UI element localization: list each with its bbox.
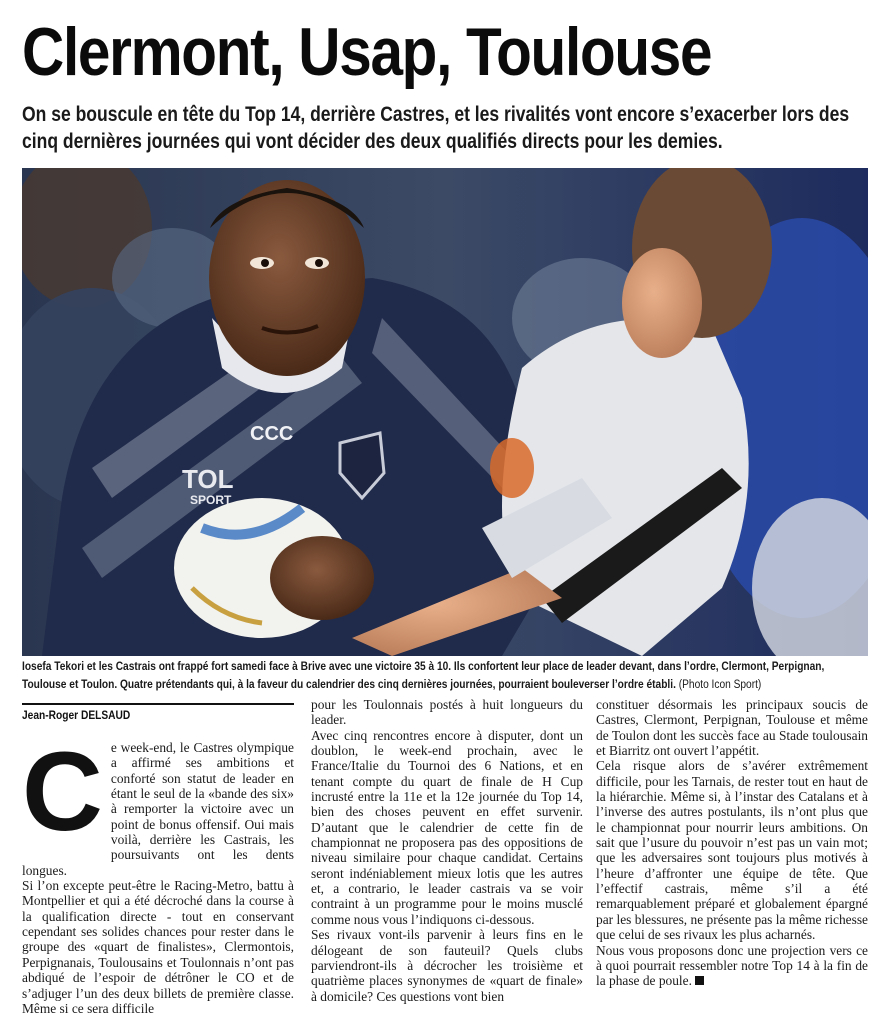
- paragraph: Ses rivaux vont-ils parvenir à leurs fins en le délogeant de son fauteuil? Quels clubs parviendront-ils à décrocher les troisième et quatrième places synonymes de «quart de finale» à domicile? Ces questions vont bien: [311, 927, 583, 1004]
- photo-credit: (Photo Icon Sport): [678, 676, 762, 691]
- article-column-1: [22, 729, 294, 1016]
- byline-rule: [22, 703, 294, 705]
- paragraph: Cela risque alors de s’avérer extrêmement difficile, pour les Tarnais, de rester tout en haut de la hiérarchie. Même si, à l’instar des Catalans et à l’inverse des autres postulants, ils n’ont plus que le championnat pour nourrir leurs ambitions. On sait que l’usure du pouvoir n’est pas un vain mot; que les adversaires sont toujours plus motivés à l’heure d’affronter une équipe de tête. Que l’effectif castrais, même s’il a été remarquablement préparé et globalement épargné par les blessures, ne présente pas la même richesse que celui de ses rivaux les plus acharnés.: [596, 758, 868, 943]
- paragraph: pour les Toulonnais postés à huit longueurs du leader.: [311, 697, 583, 728]
- dropcap: C: [22, 729, 103, 854]
- article-column-2: [311, 697, 583, 1004]
- end-of-article-mark: [695, 976, 704, 985]
- paragraph: constituer désormais les principaux soucis de Castres, Clermont, Perpignan, Toulouse et même de Toulon dont les succès face au Stade toulousain et Biarritz ont ouvert l’appétit.: [596, 697, 868, 759]
- photo-caption: [22, 658, 865, 693]
- caption-text: Iosefa Tekori et les Castrais ont frappé fort samedi face à Brive avec une victoire 35 à 10. Ils confortent leur place de leader devant, dans l’ordre, Clermont, Perpignan, Toulouse et Toulon. Quatre prétendants qui, à la faveur du calendrier des cinq dernières journées, pourraient bouleverser l’ordre établi.: [22, 659, 825, 691]
- standfirst: On se bouscule en tête du Top 14, derrière Castres, et les rivalités vont encore s’exacerber lors des cinq dernières journées qui vont décider des deux qualifiés directs pour les demies.: [22, 103, 850, 153]
- paragraph: [596, 943, 868, 989]
- byline: Jean-Roger DELSAUD: [22, 708, 131, 722]
- headline: Clermont, Usap, Toulouse: [22, 14, 712, 90]
- paragraph: Si l’on excepte peut-être le Racing-Metro, battu à Montpellier et qui a été décroché dans la course à la qualification directe - tout en conservant cependant ses solides chances pour rester dans le groupe des «quart de finalistes», Clermontois, Perpignanais, Toulousains et Toulonnais n’ont pas abdiqué de l’espoir de détrôner le CO et de s’adjuger l’un des deux billets de première classe. Même si ce sera difficile: [22, 878, 294, 1016]
- paragraph: Avec cinq rencontres encore à disputer, dont un doublon, le week-end prochain, avec le France/Italie du Tournoi des 6 Nations, et en tenant compte du quart de finale de H Cup incrusté entre la 11e et la 12e journée du Top 14, bien des choses peuvent en effet survenir. D’autant que le calendrier de cette fin de championnat ne proposera pas des oppositions de niveau similaire pour chaque candidat. Certains seront indéniablement mieux lotis que les autres et, a contrario, le leader castrais va se voir contraint à un programme pour le moins musclé comme nous vous l’indiquons ci-dessous.: [311, 727, 583, 927]
- rugby-photo: [22, 168, 868, 656]
- jersey-sponsor: TOL: [182, 464, 234, 494]
- article-column-3: [596, 697, 868, 989]
- paragraph: e week-end, le Castres olympique a affirmé ses ambitions et conforté son statut de leader en étant le seul de la «bande des six» à remporter la victoire avec un point de bonus offensif. Oui mais voilà, derrière les Castrais, les poursuivants ont les dents longues.: [22, 740, 294, 878]
- sleeve-logo: CCC: [250, 423, 294, 445]
- jersey-sponsor-sub: SPORT: [190, 493, 232, 507]
- paragraph-text: Nous vous proposons donc une projection vers ce à quoi pourrait ressembler notre Top 14 à la fin de la phase de poule.: [596, 942, 868, 989]
